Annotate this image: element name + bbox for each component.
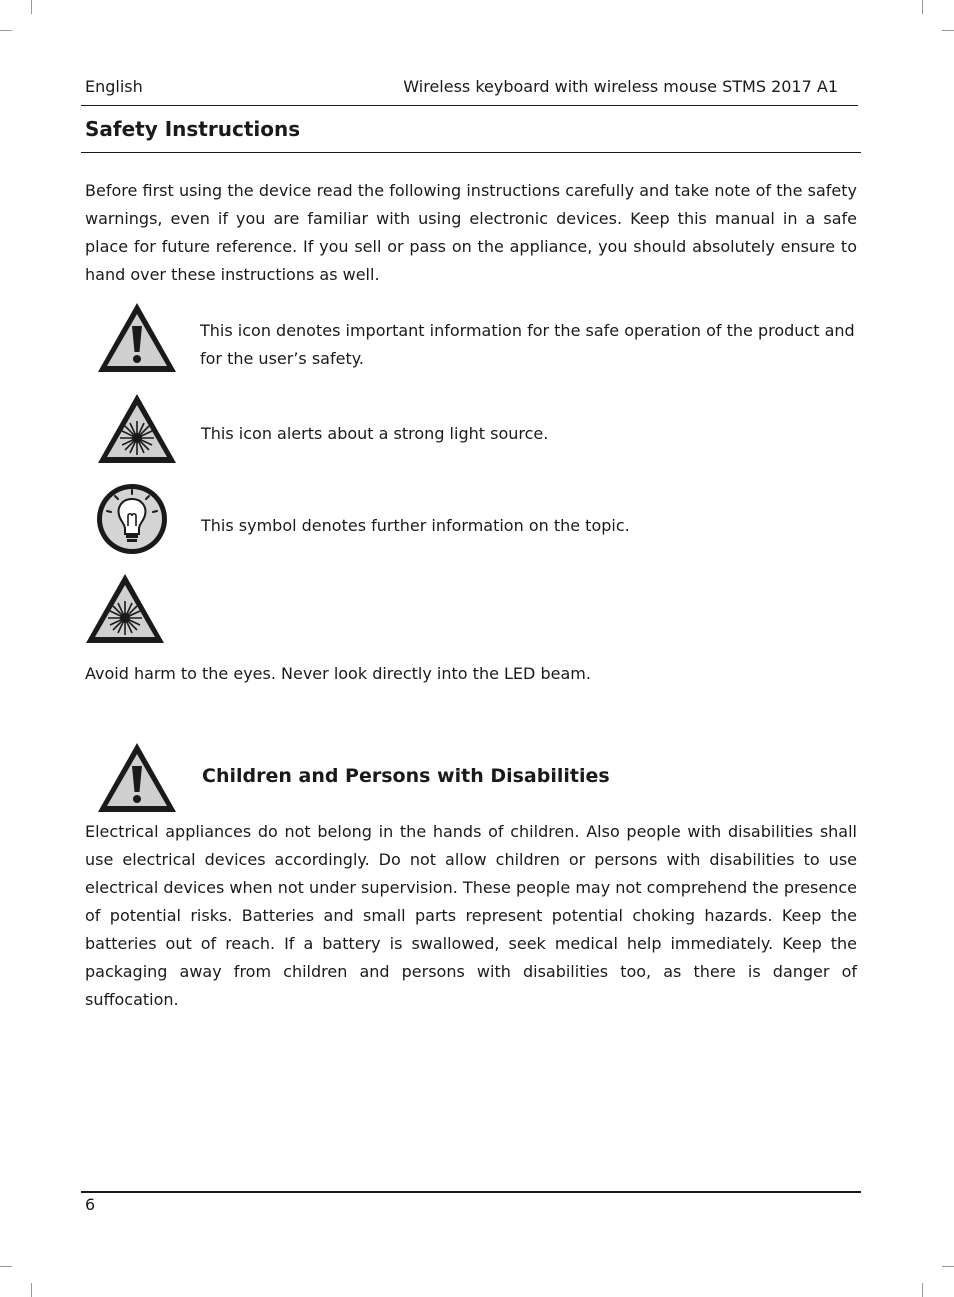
warning-exclamation-icon [95, 740, 179, 815]
crop-mark [31, 0, 32, 14]
footer-rule [81, 1191, 861, 1193]
icon-description-info: This symbol denotes further information on the topic. [201, 516, 630, 535]
children-section-title: Children and Persons with Disabilities [202, 765, 610, 787]
icon-description-safety [200, 317, 855, 373]
crop-mark [922, 0, 923, 14]
crop-mark [31, 1283, 32, 1297]
warning-exclamation-icon [95, 300, 179, 375]
header-language: English [85, 77, 143, 96]
crop-mark [0, 30, 12, 31]
header-doc-title: Wireless keyboard with wireless mouse STMS 2017 A1 [403, 77, 838, 96]
children-paragraph: Electrical appliances do not belong in the hands of children. Also people with disabilities shall use electrical devices accordingly. Do not allow children or persons with disabilities to use electrical devices when not under supervision. These people may not comprehend the presence of potential risks. Batteries and small parts represent potential choking hazards. Keep the batteries out of reach. If a battery is swallowed, seek medical help immediately. Keep the packaging away from children and persons with disabilities too, as there is danger of suffocation. [85, 822, 857, 1009]
page-number: 6 [85, 1195, 96, 1214]
header-rule [81, 105, 858, 106]
crop-mark [942, 1266, 954, 1267]
icon-description-light: This icon alerts about a strong light source. [201, 424, 549, 443]
intro-paragraph: Before first using the device read the following instructions carefully and take note of the safety warnings, even if you are familiar with using electronic devices. Keep this manual in a safe place for future reference. If you sell or pass on the appliance, you should absolutely ensure to hand over these instructions as well. [85, 181, 857, 284]
crop-mark [922, 1283, 923, 1297]
crop-mark [0, 1266, 12, 1267]
icon-description-line: for the user’s safety. [200, 349, 364, 368]
led-warning-text: Avoid harm to the eyes. Never look directly into the LED beam. [85, 664, 591, 683]
section-title: Safety Instructions [85, 117, 301, 141]
icon-description-line: This icon denotes important information for the safe operation of the product and [200, 321, 855, 340]
lightbulb-info-icon [95, 482, 169, 556]
laser-light-warning-icon [95, 391, 179, 466]
laser-light-warning-icon [83, 571, 167, 646]
crop-mark [942, 30, 954, 31]
section-title-rule [81, 152, 861, 153]
